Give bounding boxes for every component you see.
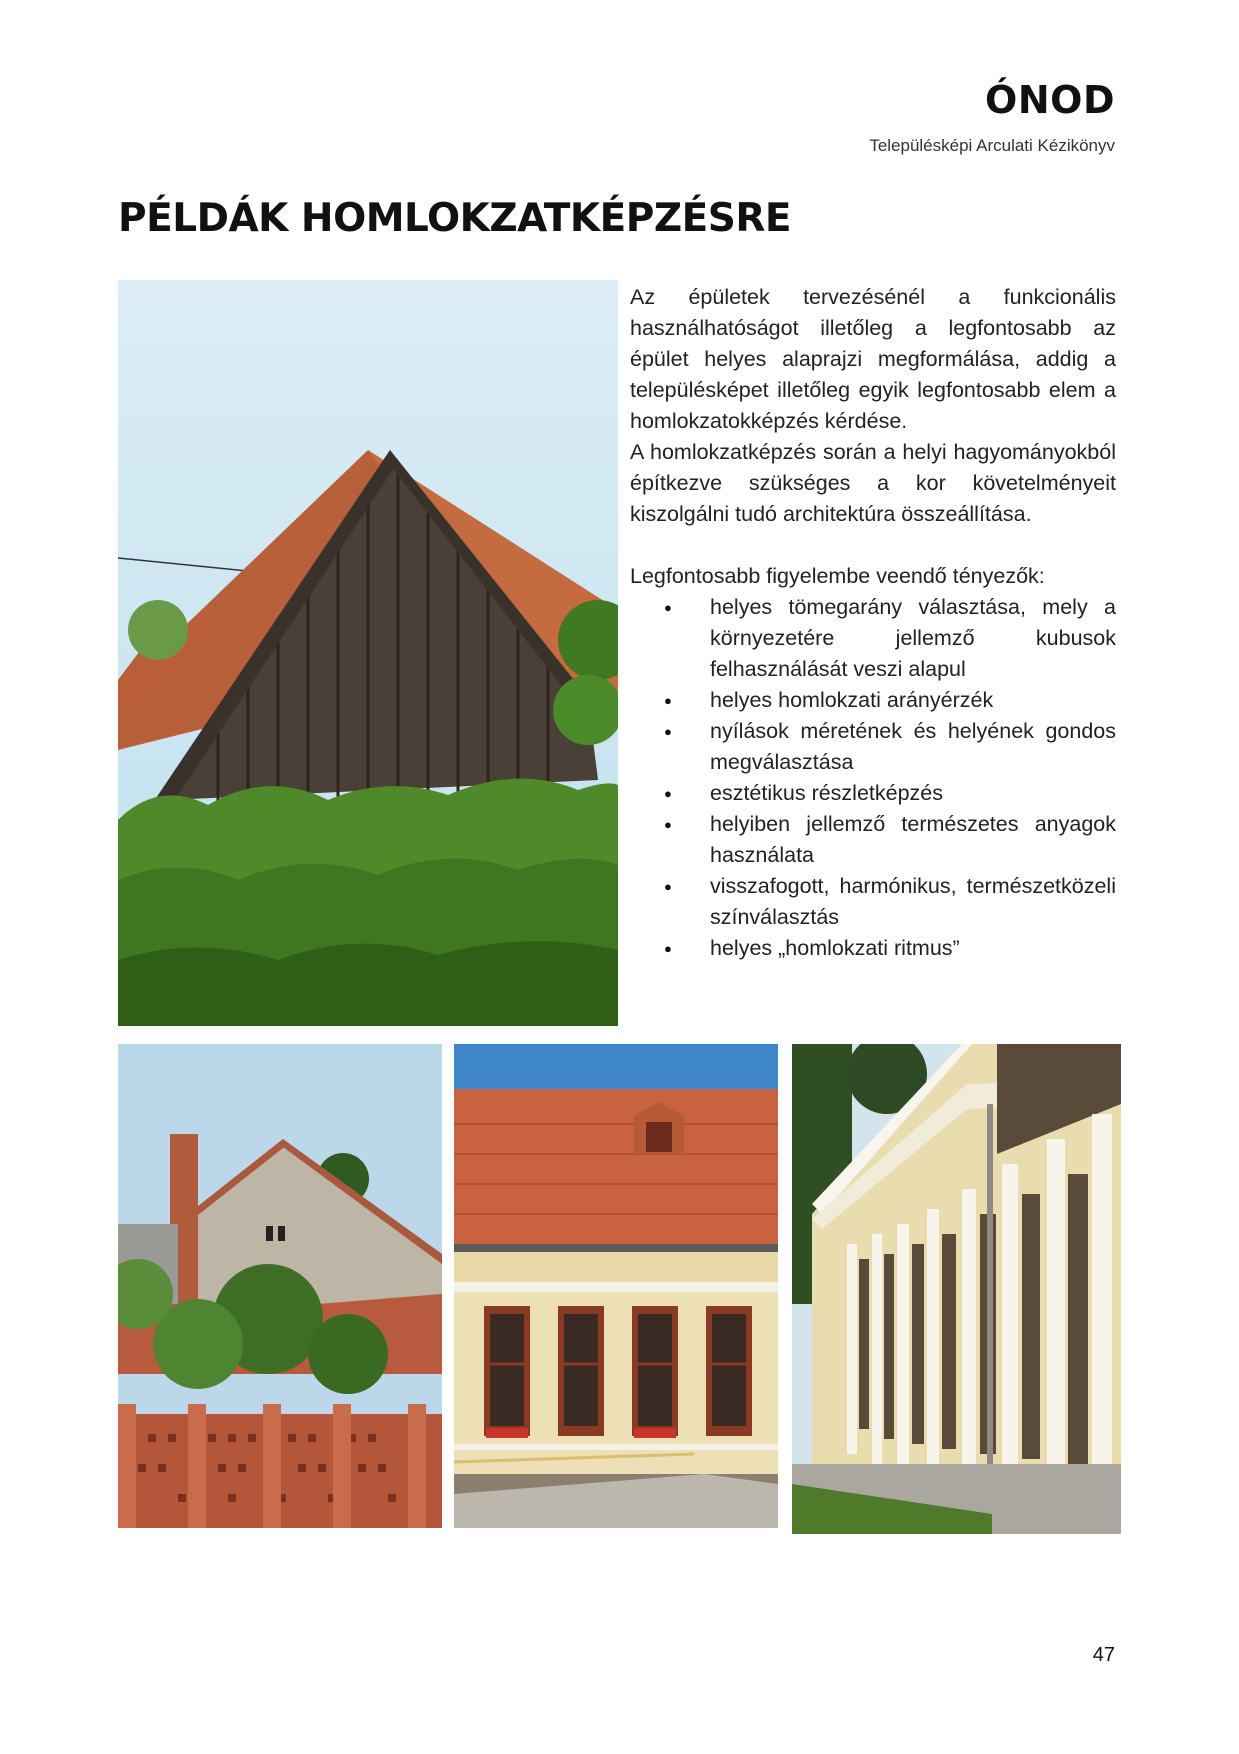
document-subtitle: Településképi Arculati Kézikönyv: [869, 136, 1115, 155]
paragraph-facade: A homlokzatképzés során a helyi hagyományokból építkezve szükséges a kor követelményeit kiszolgálni tudó architektúra összeállítása.: [630, 440, 1116, 526]
list-item: ● nyílások méretének és helyének gondos megválasztása: [710, 716, 1116, 778]
factor-list: [630, 592, 1116, 964]
list-item: ● helyiben jellemző természetes anyagok használata: [710, 809, 1116, 871]
photo-wooden-gable: [118, 280, 618, 1026]
list-item: ● helyes homlokzati arányérzék: [710, 685, 1116, 716]
page-number: 47: [1092, 1644, 1115, 1666]
photo-facade-pilasters: [792, 1044, 1121, 1534]
list-item: ● visszafogott, harmónikus, természetközeli színválasztás: [710, 871, 1116, 933]
list-item: ● helyes „homlokzati ritmus”: [710, 933, 1116, 964]
list-item: ● helyes tömegarány választása, mely a környezetére jellemző kubusok felhasználását veszi alapul: [710, 592, 1116, 685]
page-title: PÉLDÁK HOMLOKZATKÉPZÉSRE: [118, 196, 792, 241]
paragraph-intro: Az épületek tervezésénél a funkcionális használhatóságot illetőleg a legfontosabb az épület helyes alaprajzi megformálása, addig a településképet illetőleg egyik legfontosabb elem a homlokzatokképzés kérdése.: [630, 285, 1116, 433]
body-text: [630, 282, 1116, 964]
list-item: ● esztétikus részletképzés: [710, 778, 1116, 809]
photo-facade-red-windows: [454, 1044, 778, 1528]
document-title: ÓNOD: [985, 78, 1115, 122]
photo-stone-gable-brick-fence: [118, 1044, 442, 1528]
list-heading: Legfontosabb figyelembe veendő tényezők:: [630, 564, 1045, 588]
